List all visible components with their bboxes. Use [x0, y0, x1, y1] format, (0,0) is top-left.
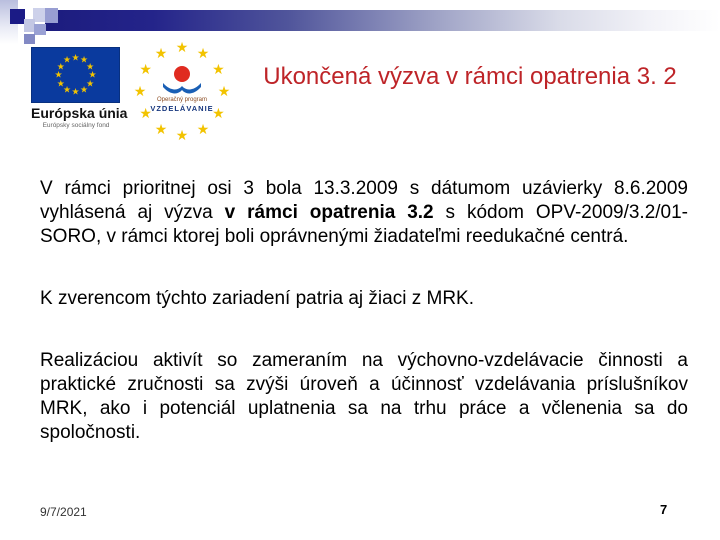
star-icon: ★ [175, 39, 189, 55]
star-icon: ★ [139, 105, 152, 121]
star-icon: ★ [71, 86, 80, 97]
star-icon: ★ [212, 61, 225, 77]
star-icon: ★ [196, 121, 210, 138]
opv-logo [133, 39, 231, 143]
star-icon: ★ [79, 84, 89, 95]
paragraph-2: K zverencom týchto zariadení patria aj žiaci z MRK. [40, 288, 475, 309]
star-icon: ★ [175, 127, 189, 143]
star-icon: ★ [71, 52, 80, 63]
opv-logo-line1: Operačný program [156, 97, 208, 103]
footer-date: 9/7/2021 [40, 505, 87, 519]
slide-body [40, 177, 688, 445]
star-icon: ★ [62, 54, 72, 65]
eu-logo-subtitle: Európsky sociálny fond [42, 122, 110, 129]
paragraph-1-text-2: s kódom OPV-2009/3.2/01-SORO, v rámci ktorej boli oprávnenými žiadateľmi reedukačné centrá. [40, 202, 689, 247]
star-icon: ★ [133, 83, 147, 99]
star-icon: ★ [56, 61, 65, 71]
star-icon: ★ [56, 78, 65, 88]
page-number: 7 [660, 502, 668, 517]
decor-square-medium [34, 24, 46, 35]
eu-flag-icon [31, 47, 120, 103]
paragraph-1-bold: v rámci opatrenia 3.2 [224, 202, 434, 223]
star-icon: ★ [54, 69, 63, 80]
star-icon: ★ [154, 44, 168, 61]
decor-square-purple [24, 34, 35, 44]
star-icon: ★ [154, 121, 168, 138]
header-gradient-bar [45, 10, 720, 31]
slide-title: Ukončená výzva v rámci opatrenia 3. 2 [263, 63, 677, 90]
star-icon: ★ [79, 54, 89, 65]
star-icon: ★ [86, 61, 95, 71]
decor-square-dark [10, 9, 25, 24]
paragraph-3: Realizáciou aktivít so zameraním na výchovno-vzdelávacie činnosti a praktické zručnosti sa zvýši úroveň a účinnosť vzdelávania príslušníkov MRK, ako i potenciál uplatnenia sa na trhu práce a včlenenia sa do spoločnosti. [40, 350, 688, 443]
paragraph-1-text: V rámci prioritnej osi 3 bola 13.3.2009 s dátumom uzávierky 8.6.2009 vyhlásená aj výzva [40, 178, 688, 223]
star-icon: ★ [217, 83, 231, 99]
open-book-icon [162, 82, 202, 96]
star-icon: ★ [62, 84, 72, 95]
red-dot-icon [174, 66, 190, 82]
star-icon: ★ [86, 78, 95, 88]
eu-logo [31, 47, 128, 129]
star-icon: ★ [212, 105, 225, 121]
star-icon: ★ [139, 61, 152, 77]
decor-square-overlap [45, 8, 58, 23]
eu-logo-title: Európska únia [31, 105, 128, 121]
star-icon: ★ [88, 69, 97, 80]
opv-logo-line2: VZDELÁVANIE [150, 104, 214, 113]
paragraph-1 [40, 177, 688, 249]
star-icon: ★ [196, 44, 210, 61]
